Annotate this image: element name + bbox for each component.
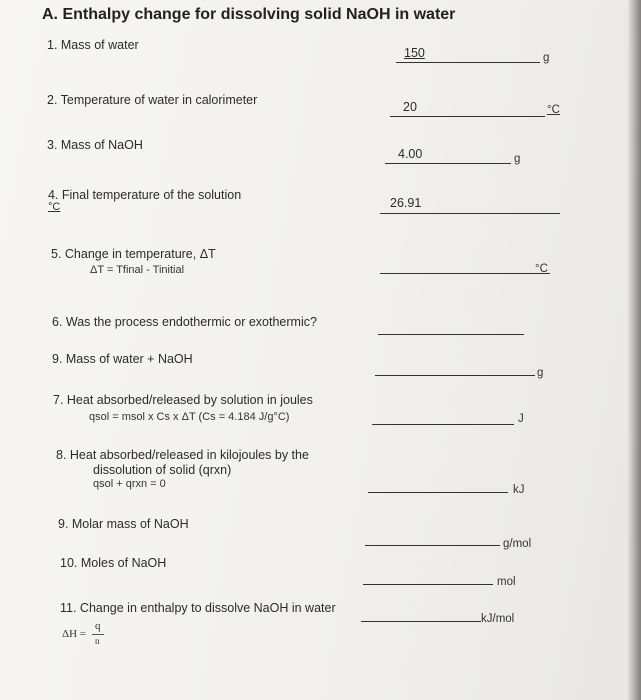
q10-answer-line — [363, 584, 493, 585]
q8-label: 8. Heat absorbed/released in kilojoules by the — [56, 448, 309, 462]
q11-formula-den: n — [95, 636, 100, 646]
q7-label: 7. Heat absorbed/released by solution in joules — [53, 393, 313, 407]
q4-answer: 26.91 — [390, 196, 422, 210]
q8-unit: kJ — [513, 484, 525, 496]
q1-unit: g — [543, 52, 550, 64]
q9b-label: 9. Molar mass of NaOH — [58, 517, 189, 531]
q2-answer: 20 — [403, 100, 417, 114]
q1-label: 1. Mass of water — [47, 38, 139, 52]
q7-formula: qsol = msol x Cs x ΔT (Cs = 4.184 J/g°C) — [89, 411, 290, 423]
q3-answer-line — [385, 163, 511, 164]
q6-label: 6. Was the process endothermic or exothermic? — [52, 315, 317, 329]
q9b-unit: g/mol — [503, 538, 532, 550]
q3-label: 3. Mass of NaOH — [47, 138, 143, 152]
q11-formula-lhs: ΔH = — [62, 628, 86, 640]
q3-unit: g — [514, 153, 521, 165]
q10-label: 10. Moles of NaOH — [60, 556, 167, 570]
q9b-answer-line — [365, 545, 500, 546]
q5-label: 5. Change in temperature, ΔT — [51, 247, 216, 261]
q11-answer-line — [361, 621, 481, 622]
q5-answer-line — [380, 273, 550, 274]
q7-answer-line — [372, 424, 514, 425]
q1-answer-line — [396, 62, 540, 63]
q8-answer-line — [368, 492, 508, 493]
q2-unit: °C — [547, 104, 560, 116]
q9a-label: 9. Mass of water + NaOH — [52, 352, 193, 366]
q4-answer-line — [380, 213, 560, 214]
page-title: A. Enthalpy change for dissolving solid NaOH in water — [42, 6, 456, 23]
q8-formula: qsol + qrxn = 0 — [93, 478, 166, 490]
q4-label: 4. Final temperature of the solution — [48, 188, 242, 202]
q1-answer: 150 — [404, 46, 425, 60]
q2-label: 2. Temperature of water in calorimeter — [47, 93, 258, 107]
page-edge-shadow — [627, 0, 641, 700]
q9a-unit: g — [537, 367, 544, 379]
q11-fraction-bar — [92, 634, 104, 635]
q9a-answer-line — [375, 375, 535, 376]
q3-answer: 4.00 — [398, 147, 423, 161]
q7-unit: J — [518, 413, 524, 425]
q11-formula-num: q — [95, 620, 101, 632]
q8-label-2: dissolution of solid (qrxn) — [93, 463, 232, 477]
q11-label: 11. Change in enthalpy to dissolve NaOH in water — [60, 601, 336, 615]
q11-unit: kJ/mol — [481, 613, 515, 625]
q2-answer-line — [390, 116, 545, 117]
q10-unit: mol — [497, 576, 516, 588]
q4-sublabel: °C — [48, 201, 61, 213]
q6-answer-line — [378, 334, 524, 335]
q5-unit: °C — [535, 263, 548, 275]
q5-formula: ΔT = Tfinal - Tinitial — [90, 264, 185, 276]
